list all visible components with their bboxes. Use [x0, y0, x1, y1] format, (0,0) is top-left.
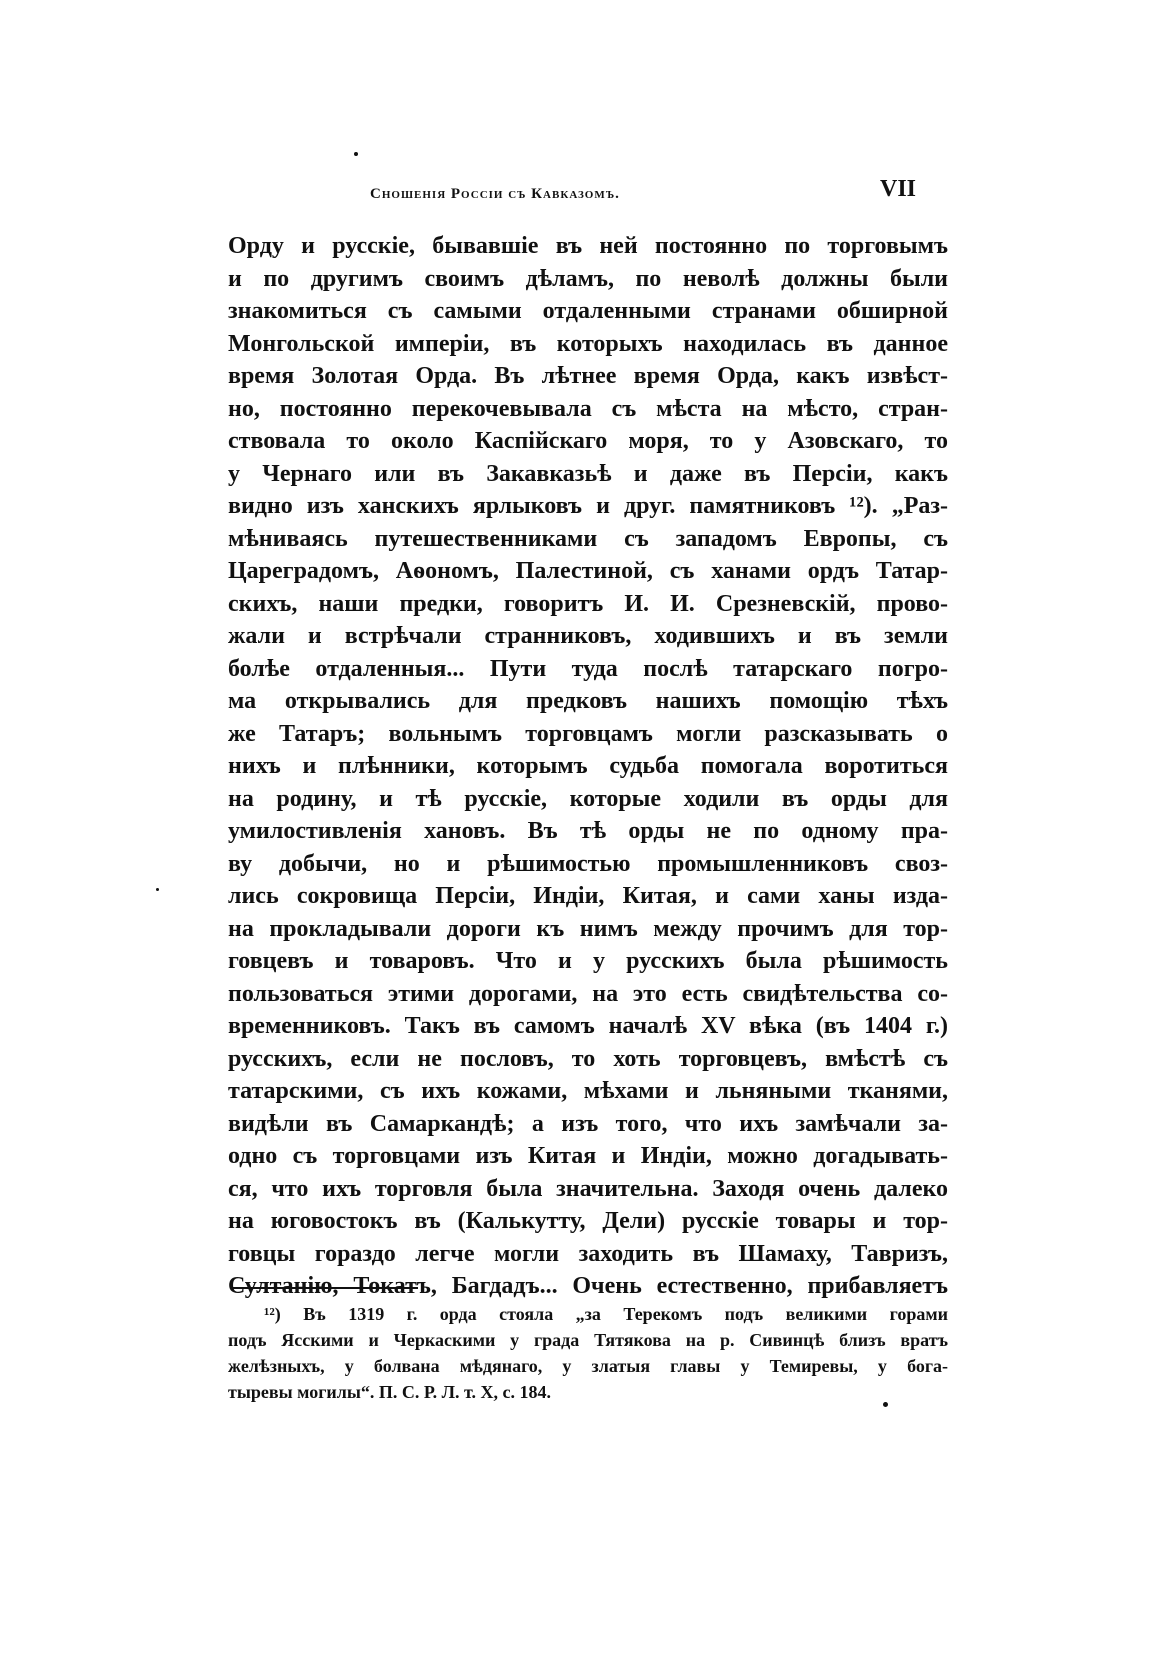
text-line: же Татаръ; вольнымъ торговцамъ могли разсказывать о — [228, 720, 948, 747]
text-line: видѣли въ Самаркандѣ; а изъ того, что ихъ замѣчали за- — [228, 1110, 948, 1137]
page-number: VII — [880, 176, 917, 202]
text-line: лись сокровища Персіи, Индіи, Китая, и сами ханы изда- — [228, 883, 948, 909]
text-line: умилостивленія хановъ. Въ тѣ орды не по одному пра- — [228, 818, 948, 844]
text-line: время Золотая Орда. Въ лѣтнее время Орда, какъ извѣст- — [228, 363, 948, 389]
text-line: Султанію, Токатъ, Багдадъ... Очень естественно, прибавляетъ — [228, 1273, 948, 1299]
footnote-divider — [232, 1287, 418, 1289]
footnote-line: подъ Ясскими и Черкаскими у града Тятякова на р. Сивинцѣ близъ вратъ — [228, 1330, 948, 1350]
text-line: ма открывались для предковъ нашихъ помощію тѣхъ — [228, 688, 948, 714]
text-line: говцы гораздо легче могли заходить въ Шамаху, Тавризъ, — [228, 1240, 948, 1267]
text-line: скихъ, наши предки, говоритъ И. И. Срезневскій, прово- — [228, 590, 948, 617]
running-head: Сношенія Россіи съ Кавказомъ. — [370, 186, 620, 202]
text-line: болѣе отдаленныя... Пути туда послѣ татарскаго погро- — [228, 655, 948, 682]
text-line: одно съ торговцами изъ Китая и Индіи, можно догадывать- — [228, 1143, 948, 1169]
text-line: у Чернаго или въ Закавказьѣ и даже въ Персіи, какъ — [228, 460, 948, 487]
text-line: мѣниваясь путешественниками съ западомъ Европы, съ — [228, 525, 948, 552]
text-line: Монгольской имперіи, въ которыхъ находилась въ данное — [228, 330, 948, 357]
text-line: ву добычи, но и рѣшимостью промышленниковъ своз- — [228, 850, 948, 877]
footnote-line: желѣзныхъ, у болвана мѣдянаго, у златыя главы у Темиревы, у бога- — [228, 1356, 948, 1376]
text-line: но, постоянно перекочевывала съ мѣста на мѣсто, стран- — [228, 395, 948, 422]
text-line: на юговостокъ въ (Калькутту, Дели) русскіе товары и тор- — [228, 1208, 948, 1234]
text-line: ся, что ихъ торговля была значительна. Заходя очень далеко — [228, 1175, 948, 1202]
text-line: татарскими, съ ихъ кожами, мѣхами и льняными тканями, — [228, 1078, 948, 1104]
text-line: знакомиться съ самыми отдаленными странами обширной — [228, 298, 948, 324]
text-line: Орду и русскіе, бывавшіе въ ней постоянно по торговымъ — [228, 233, 948, 259]
text-line: видно изъ ханскихъ ярлыковъ и друг. памятниковъ ¹²). „Раз- — [228, 493, 948, 519]
text-line: пользоваться этими дорогами, на это есть свидѣтельства со- — [228, 980, 948, 1007]
text-line: нихъ и плѣнники, которымъ судьба помогала воротиться — [228, 753, 948, 779]
text-line: на родину, и тѣ русскіе, которые ходили въ орды для — [228, 785, 948, 812]
footnote-line: ¹²) Въ 1319 г. орда стояла „за Терекомъ подъ великими горами — [264, 1304, 948, 1324]
text-line: ствовала то около Каспійскаго моря, то у Азовскаго, то — [228, 428, 948, 454]
body-text — [228, 230, 948, 1303]
scan-speck — [156, 888, 159, 891]
text-line: жали и встрѣчали странниковъ, ходившихъ и въ земли — [228, 623, 948, 649]
footnote-line: тыревы могилы“. П. С. Р. Л. т. X, с. 184. — [228, 1382, 552, 1402]
text-line: Цареградомъ, Аѳономъ, Палестиной, съ ханами ордъ Татар- — [228, 558, 948, 584]
text-line: говцевъ и товаровъ. Что и у русскихъ была рѣшимость — [228, 948, 948, 974]
footnote — [228, 1301, 948, 1405]
scan-speck — [354, 152, 358, 156]
text-line: и по другимъ своимъ дѣламъ, по неволѣ должны были — [228, 265, 948, 292]
text-line: временниковъ. Такъ въ самомъ началѣ XV вѣка (въ 1404 г.) — [228, 1013, 948, 1039]
text-line: на прокладывали дороги къ нимъ между прочимъ для тор- — [228, 915, 948, 942]
text-line: русскихъ, если не пословъ, то хоть торговцевъ, вмѣстѣ съ — [228, 1045, 948, 1072]
scan-speck — [883, 1402, 888, 1407]
